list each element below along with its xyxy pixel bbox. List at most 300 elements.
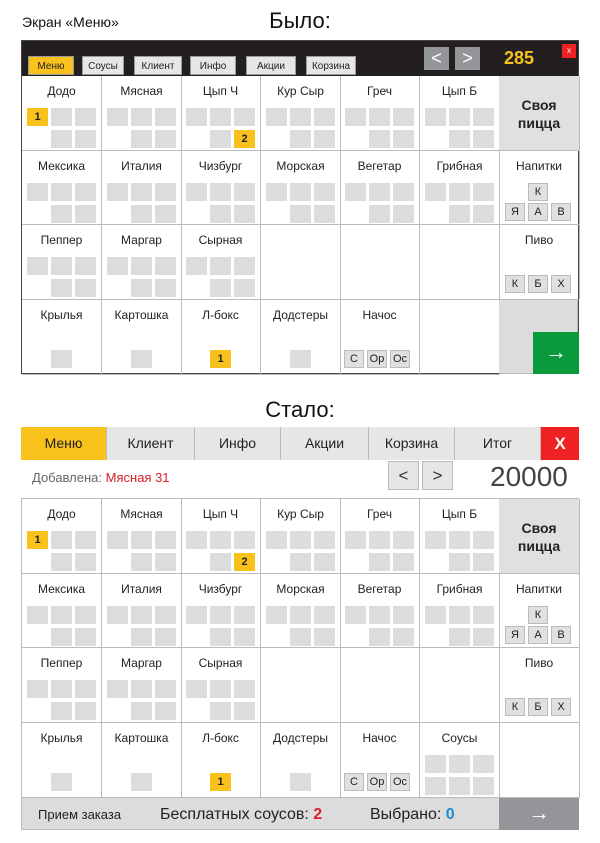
size-slot[interactable] — [155, 531, 176, 549]
size-slot[interactable] — [186, 680, 207, 698]
size-slot[interactable] — [210, 628, 231, 646]
size-slot[interactable] — [266, 531, 287, 549]
size-slot[interactable] — [473, 108, 494, 126]
size-slot[interactable] — [186, 606, 207, 624]
size-slot[interactable] — [425, 606, 446, 624]
size-slot[interactable] — [155, 702, 176, 720]
size-slot[interactable] — [234, 279, 255, 297]
pizza-title: Морская — [276, 159, 325, 173]
size-slot[interactable] — [290, 183, 311, 201]
size-slot[interactable] — [210, 702, 231, 720]
menu-cell[interactable] — [22, 225, 102, 300]
size-slot[interactable] — [155, 130, 176, 148]
size-slot[interactable] — [155, 279, 176, 297]
size-slot[interactable] — [290, 350, 311, 368]
size-slot[interactable] — [266, 108, 287, 126]
menu-cell[interactable] — [261, 76, 341, 151]
menu-cell[interactable] — [181, 225, 261, 300]
menu-cell[interactable] — [340, 76, 420, 151]
menu-cell[interactable] — [261, 723, 341, 798]
size-slot[interactable] — [369, 531, 390, 549]
size-slot[interactable] — [131, 205, 152, 223]
size-slot[interactable] — [393, 553, 414, 571]
size-slot[interactable] — [107, 257, 128, 275]
pizza-title: Сырная — [198, 233, 243, 247]
size-slot[interactable] — [51, 130, 72, 148]
quantity-badge[interactable]: 1 — [27, 108, 48, 126]
size-slot[interactable] — [75, 531, 96, 549]
size-slot[interactable] — [473, 205, 494, 223]
size-slot[interactable] — [131, 257, 152, 275]
size-slot[interactable] — [210, 108, 231, 126]
beer-title: Пиво — [524, 233, 554, 247]
size-slot[interactable] — [75, 130, 96, 148]
size-slot[interactable] — [234, 183, 255, 201]
size-slot[interactable] — [186, 257, 207, 275]
size-slot[interactable] — [210, 257, 231, 275]
size-slot[interactable] — [131, 680, 152, 698]
size-slot[interactable] — [393, 628, 414, 646]
size-slot[interactable] — [369, 183, 390, 201]
size-slot[interactable] — [210, 279, 231, 297]
size-slot[interactable] — [107, 606, 128, 624]
size-slot[interactable] — [27, 257, 48, 275]
quantity-badge[interactable]: 1 — [27, 531, 48, 549]
size-slot[interactable] — [290, 205, 311, 223]
option-key[interactable]: К — [505, 275, 525, 293]
menu-cell[interactable] — [340, 574, 420, 648]
size-slot[interactable] — [393, 130, 414, 148]
option-key[interactable]: Ос — [390, 350, 410, 368]
option-key[interactable]: К — [505, 698, 525, 716]
item-title: Додстеры — [272, 308, 328, 322]
size-slot[interactable] — [131, 606, 152, 624]
size-slot[interactable] — [290, 108, 311, 126]
size-slot[interactable] — [131, 702, 152, 720]
quantity-badge[interactable]: 2 — [234, 130, 255, 148]
size-slot[interactable] — [155, 108, 176, 126]
size-slot[interactable] — [314, 628, 335, 646]
size-slot[interactable] — [290, 553, 311, 571]
size-slot[interactable] — [210, 531, 231, 549]
size-slot[interactable] — [107, 531, 128, 549]
sauces-title: Соусы — [441, 731, 478, 745]
own-pizza-cell[interactable] — [499, 76, 580, 151]
size-slot[interactable] — [75, 553, 96, 571]
option-key[interactable]: С — [344, 773, 364, 791]
size-slot[interactable] — [449, 553, 470, 571]
pizza-title: Мексика — [37, 159, 86, 173]
menu-cell[interactable] — [102, 574, 182, 648]
option-key[interactable]: В — [551, 203, 571, 221]
pizza-title: Италия — [121, 582, 162, 596]
size-slot[interactable] — [473, 553, 494, 571]
size-slot[interactable] — [234, 702, 255, 720]
option-key[interactable]: Я — [505, 203, 525, 221]
size-slot[interactable] — [369, 553, 390, 571]
old-close-button[interactable]: x — [562, 44, 576, 58]
size-slot[interactable] — [107, 108, 128, 126]
size-slot[interactable] — [107, 680, 128, 698]
size-slot[interactable] — [393, 108, 414, 126]
size-slot[interactable] — [131, 628, 152, 646]
menu-cell[interactable] — [261, 499, 341, 574]
new-tab-menu[interactable]: Меню — [21, 427, 107, 460]
menu-cell[interactable] — [340, 723, 420, 798]
size-slot[interactable] — [51, 350, 72, 368]
menu-cell[interactable] — [340, 300, 420, 375]
menu-cell[interactable] — [261, 648, 341, 723]
menu-cell[interactable] — [181, 574, 261, 648]
quantity-badge[interactable]: 1 — [210, 350, 231, 368]
own-pizza-cell[interactable] — [499, 499, 580, 574]
size-slot[interactable] — [393, 183, 414, 201]
size-slot[interactable] — [393, 606, 414, 624]
item-title: Л-бокс — [202, 731, 239, 745]
menu-cell[interactable] — [420, 648, 500, 723]
size-slot[interactable] — [155, 553, 176, 571]
new-tab-total[interactable]: Итог — [455, 427, 541, 460]
size-slot[interactable] — [131, 350, 152, 368]
size-slot[interactable] — [290, 606, 311, 624]
pizza-title: Чизбург — [198, 582, 243, 596]
size-slot[interactable] — [75, 257, 96, 275]
size-slot[interactable] — [314, 553, 335, 571]
size-slot[interactable] — [155, 628, 176, 646]
selected-count: 0 — [445, 806, 455, 823]
after-heading: Стало: — [265, 397, 335, 422]
item-title: Додстеры — [272, 731, 328, 745]
menu-cell[interactable] — [261, 574, 341, 648]
menu-cell[interactable] — [420, 300, 500, 375]
menu-cell[interactable] — [420, 723, 500, 798]
size-slot[interactable] — [75, 183, 96, 201]
size-slot[interactable] — [75, 606, 96, 624]
size-slot[interactable] — [449, 130, 470, 148]
old-tab-sauces[interactable]: Соусы — [82, 56, 124, 75]
free-sauces-info — [160, 798, 322, 831]
new-tab-client[interactable]: Клиент — [107, 427, 195, 460]
menu-cell[interactable] — [22, 151, 102, 225]
pizza-title: Италия — [121, 159, 162, 173]
size-slot[interactable] — [51, 606, 72, 624]
size-slot[interactable] — [425, 531, 446, 549]
size-slot[interactable] — [75, 702, 96, 720]
quantity-badge[interactable]: 2 — [234, 553, 255, 571]
size-slot[interactable] — [314, 108, 335, 126]
new-tab-cart[interactable]: Корзина — [369, 427, 455, 460]
size-slot[interactable] — [51, 279, 72, 297]
size-slot[interactable] — [449, 755, 470, 773]
size-slot[interactable] — [234, 680, 255, 698]
size-slot[interactable] — [210, 606, 231, 624]
size-slot[interactable] — [51, 531, 72, 549]
size-slot[interactable] — [393, 205, 414, 223]
size-slot[interactable] — [266, 606, 287, 624]
menu-cell[interactable] — [420, 574, 500, 648]
beer-title: Пиво — [524, 656, 554, 670]
menu-cell[interactable] — [340, 499, 420, 574]
size-slot[interactable] — [473, 777, 494, 795]
size-slot[interactable] — [290, 130, 311, 148]
size-slot[interactable] — [345, 108, 366, 126]
old-menu-grid — [22, 76, 578, 374]
drinks-cell[interactable] — [499, 151, 580, 225]
option-key[interactable]: Ор — [367, 773, 387, 791]
drinks-cell[interactable] — [499, 574, 580, 648]
size-slot[interactable] — [51, 553, 72, 571]
size-slot[interactable] — [345, 606, 366, 624]
old-next-step-button[interactable]: → — [533, 332, 579, 374]
size-slot[interactable] — [314, 531, 335, 549]
option-key[interactable]: А — [528, 203, 548, 221]
size-slot[interactable] — [27, 606, 48, 624]
old-tab-client[interactable]: Клиент — [134, 56, 182, 75]
size-slot[interactable] — [369, 108, 390, 126]
size-slot[interactable] — [186, 531, 207, 549]
size-slot[interactable] — [290, 773, 311, 791]
size-slot[interactable] — [473, 606, 494, 624]
size-slot[interactable] — [27, 680, 48, 698]
menu-cell[interactable] — [22, 499, 102, 574]
size-slot[interactable] — [75, 628, 96, 646]
size-slot[interactable] — [314, 205, 335, 223]
pizza-title: Маргар — [121, 233, 162, 247]
menu-cell[interactable] — [181, 648, 261, 723]
size-slot[interactable] — [210, 205, 231, 223]
size-slot[interactable] — [234, 628, 255, 646]
size-slot[interactable] — [75, 205, 96, 223]
item-title: Крылья — [40, 308, 83, 322]
pizza-title: Додо — [47, 507, 76, 521]
new-prev-button[interactable]: < — [388, 461, 419, 490]
new-close-button[interactable]: X — [541, 427, 579, 460]
option-key[interactable]: Б — [528, 698, 548, 716]
size-slot[interactable] — [75, 680, 96, 698]
menu-cell[interactable] — [181, 499, 261, 574]
size-slot[interactable] — [51, 680, 72, 698]
pizza-title: Цып Ч — [202, 84, 239, 98]
new-menu-grid — [22, 499, 579, 797]
size-slot[interactable] — [290, 628, 311, 646]
pizza-title: Вегетар — [357, 582, 402, 596]
size-slot[interactable] — [51, 183, 72, 201]
size-slot[interactable] — [449, 777, 470, 795]
menu-cell[interactable] — [181, 723, 261, 798]
added-notice — [32, 470, 170, 485]
menu-cell[interactable] — [102, 648, 182, 723]
option-key[interactable]: Х — [551, 698, 571, 716]
size-slot[interactable] — [314, 130, 335, 148]
pizza-title: Додо — [47, 84, 76, 98]
size-slot[interactable] — [234, 531, 255, 549]
pizza-title: Маргар — [121, 656, 162, 670]
option-key[interactable]: Ос — [390, 773, 410, 791]
menu-cell[interactable] — [340, 225, 420, 300]
size-slot[interactable] — [131, 183, 152, 201]
size-slot[interactable] — [290, 531, 311, 549]
size-slot[interactable] — [210, 183, 231, 201]
old-tab-cart[interactable]: Корзина — [306, 56, 356, 75]
menu-cell[interactable] — [22, 300, 102, 375]
size-slot[interactable] — [314, 183, 335, 201]
size-slot[interactable] — [473, 628, 494, 646]
pizza-title: Сырная — [198, 656, 243, 670]
size-slot[interactable] — [155, 606, 176, 624]
size-slot[interactable] — [186, 108, 207, 126]
selected-sauces-info — [370, 798, 455, 831]
size-slot[interactable] — [393, 531, 414, 549]
item-title: Начос — [362, 731, 397, 745]
size-slot[interactable] — [155, 257, 176, 275]
menu-cell[interactable] — [181, 151, 261, 225]
menu-cell[interactable] — [340, 151, 420, 225]
option-key[interactable]: С — [344, 350, 364, 368]
item-title: Л-бокс — [202, 308, 239, 322]
next-cell[interactable] — [499, 300, 578, 374]
size-slot[interactable] — [155, 183, 176, 201]
size-slot[interactable] — [234, 606, 255, 624]
menu-cell[interactable] — [340, 648, 420, 723]
size-slot[interactable] — [234, 257, 255, 275]
quantity-badge[interactable]: 1 — [210, 773, 231, 791]
size-slot[interactable] — [425, 755, 446, 773]
menu-cell[interactable] — [181, 300, 261, 375]
pizza-title: Цып Ч — [202, 507, 239, 521]
added-label: Добавлена: — [32, 470, 103, 485]
option-key[interactable]: К — [528, 606, 548, 624]
old-tab-menu[interactable]: Меню — [28, 56, 74, 75]
size-slot[interactable] — [131, 130, 152, 148]
size-slot[interactable] — [210, 680, 231, 698]
size-slot[interactable] — [345, 183, 366, 201]
size-slot[interactable] — [449, 531, 470, 549]
size-slot[interactable] — [425, 777, 446, 795]
menu-cell[interactable] — [102, 499, 182, 574]
new-status-bar — [21, 797, 579, 830]
pizza-title: Вегетар — [357, 159, 402, 173]
size-slot[interactable] — [131, 531, 152, 549]
size-slot[interactable] — [345, 531, 366, 549]
old-tab-promos[interactable]: Акции — [246, 56, 296, 75]
menu-cell[interactable] — [102, 151, 182, 225]
drinks-title: Напитки — [516, 582, 562, 596]
size-slot[interactable] — [51, 108, 72, 126]
new-tab-promos[interactable]: Акции — [281, 427, 369, 460]
free-sauces-label: Бесплатных соусов: — [160, 806, 309, 823]
size-slot[interactable] — [449, 606, 470, 624]
size-slot[interactable] — [75, 279, 96, 297]
free-sauces-count: 2 — [313, 806, 323, 823]
menu-cell[interactable] — [22, 574, 102, 648]
size-slot[interactable] — [210, 553, 231, 571]
pizza-title: Грибная — [436, 159, 483, 173]
menu-cell[interactable] — [22, 723, 102, 798]
size-slot[interactable] — [473, 183, 494, 201]
option-key[interactable]: К — [528, 183, 548, 201]
size-slot[interactable] — [51, 702, 72, 720]
menu-cell[interactable] — [102, 723, 182, 798]
size-slot[interactable] — [75, 108, 96, 126]
size-slot[interactable] — [107, 183, 128, 201]
own-pizza-button[interactable]: Своя пицца — [499, 76, 579, 150]
empty-cell — [499, 723, 580, 798]
menu-cell[interactable] — [102, 76, 182, 151]
size-slot[interactable] — [234, 205, 255, 223]
new-next-button[interactable]: > — [422, 461, 453, 490]
before-heading: Было: — [269, 8, 331, 33]
size-slot[interactable] — [186, 183, 207, 201]
size-slot[interactable] — [155, 680, 176, 698]
old-prev-button[interactable]: < — [424, 47, 449, 70]
old-tab-info[interactable]: Инфо — [190, 56, 236, 75]
menu-cell[interactable] — [261, 151, 341, 225]
menu-cell[interactable] — [102, 300, 182, 375]
menu-cell[interactable] — [261, 300, 341, 375]
size-slot[interactable] — [449, 108, 470, 126]
option-key[interactable]: Ор — [367, 350, 387, 368]
size-slot[interactable] — [27, 183, 48, 201]
size-slot[interactable] — [51, 628, 72, 646]
size-slot[interactable] — [449, 183, 470, 201]
size-slot[interactable] — [473, 531, 494, 549]
size-slot[interactable] — [210, 130, 231, 148]
size-slot[interactable] — [266, 183, 287, 201]
menu-cell[interactable] — [102, 225, 182, 300]
menu-cell[interactable] — [420, 225, 500, 300]
size-slot[interactable] — [473, 755, 494, 773]
beer-cell[interactable] — [499, 225, 580, 300]
size-slot[interactable] — [369, 628, 390, 646]
size-slot[interactable] — [369, 130, 390, 148]
option-key[interactable]: Х — [551, 275, 571, 293]
size-slot[interactable] — [425, 108, 446, 126]
size-slot[interactable] — [131, 279, 152, 297]
menu-cell[interactable] — [420, 76, 500, 151]
menu-cell[interactable] — [420, 151, 500, 225]
size-slot[interactable] — [131, 773, 152, 791]
new-next-step-button[interactable]: → — [499, 798, 579, 830]
size-slot[interactable] — [155, 205, 176, 223]
option-key[interactable]: А — [528, 626, 548, 644]
size-slot[interactable] — [131, 108, 152, 126]
new-tab-info[interactable]: Инфо — [195, 427, 281, 460]
beer-cell[interactable] — [499, 648, 580, 723]
size-slot[interactable] — [314, 606, 335, 624]
size-slot[interactable] — [425, 183, 446, 201]
size-slot[interactable] — [449, 628, 470, 646]
size-slot[interactable] — [473, 130, 494, 148]
size-slot[interactable] — [234, 108, 255, 126]
size-slot[interactable] — [51, 257, 72, 275]
size-slot[interactable] — [131, 553, 152, 571]
size-slot[interactable] — [449, 205, 470, 223]
option-key[interactable]: Б — [528, 275, 548, 293]
size-slot[interactable] — [51, 773, 72, 791]
size-slot[interactable] — [369, 606, 390, 624]
menu-cell[interactable] — [22, 76, 102, 151]
menu-cell[interactable] — [420, 499, 500, 574]
size-slot[interactable] — [51, 205, 72, 223]
menu-cell[interactable] — [261, 225, 341, 300]
menu-cell[interactable] — [22, 648, 102, 723]
own-pizza-button[interactable]: Своя пицца — [499, 499, 579, 573]
menu-cell[interactable] — [181, 76, 261, 151]
option-key[interactable]: Я — [505, 626, 525, 644]
old-next-button[interactable]: > — [455, 47, 480, 70]
option-key[interactable]: В — [551, 626, 571, 644]
size-slot[interactable] — [369, 205, 390, 223]
